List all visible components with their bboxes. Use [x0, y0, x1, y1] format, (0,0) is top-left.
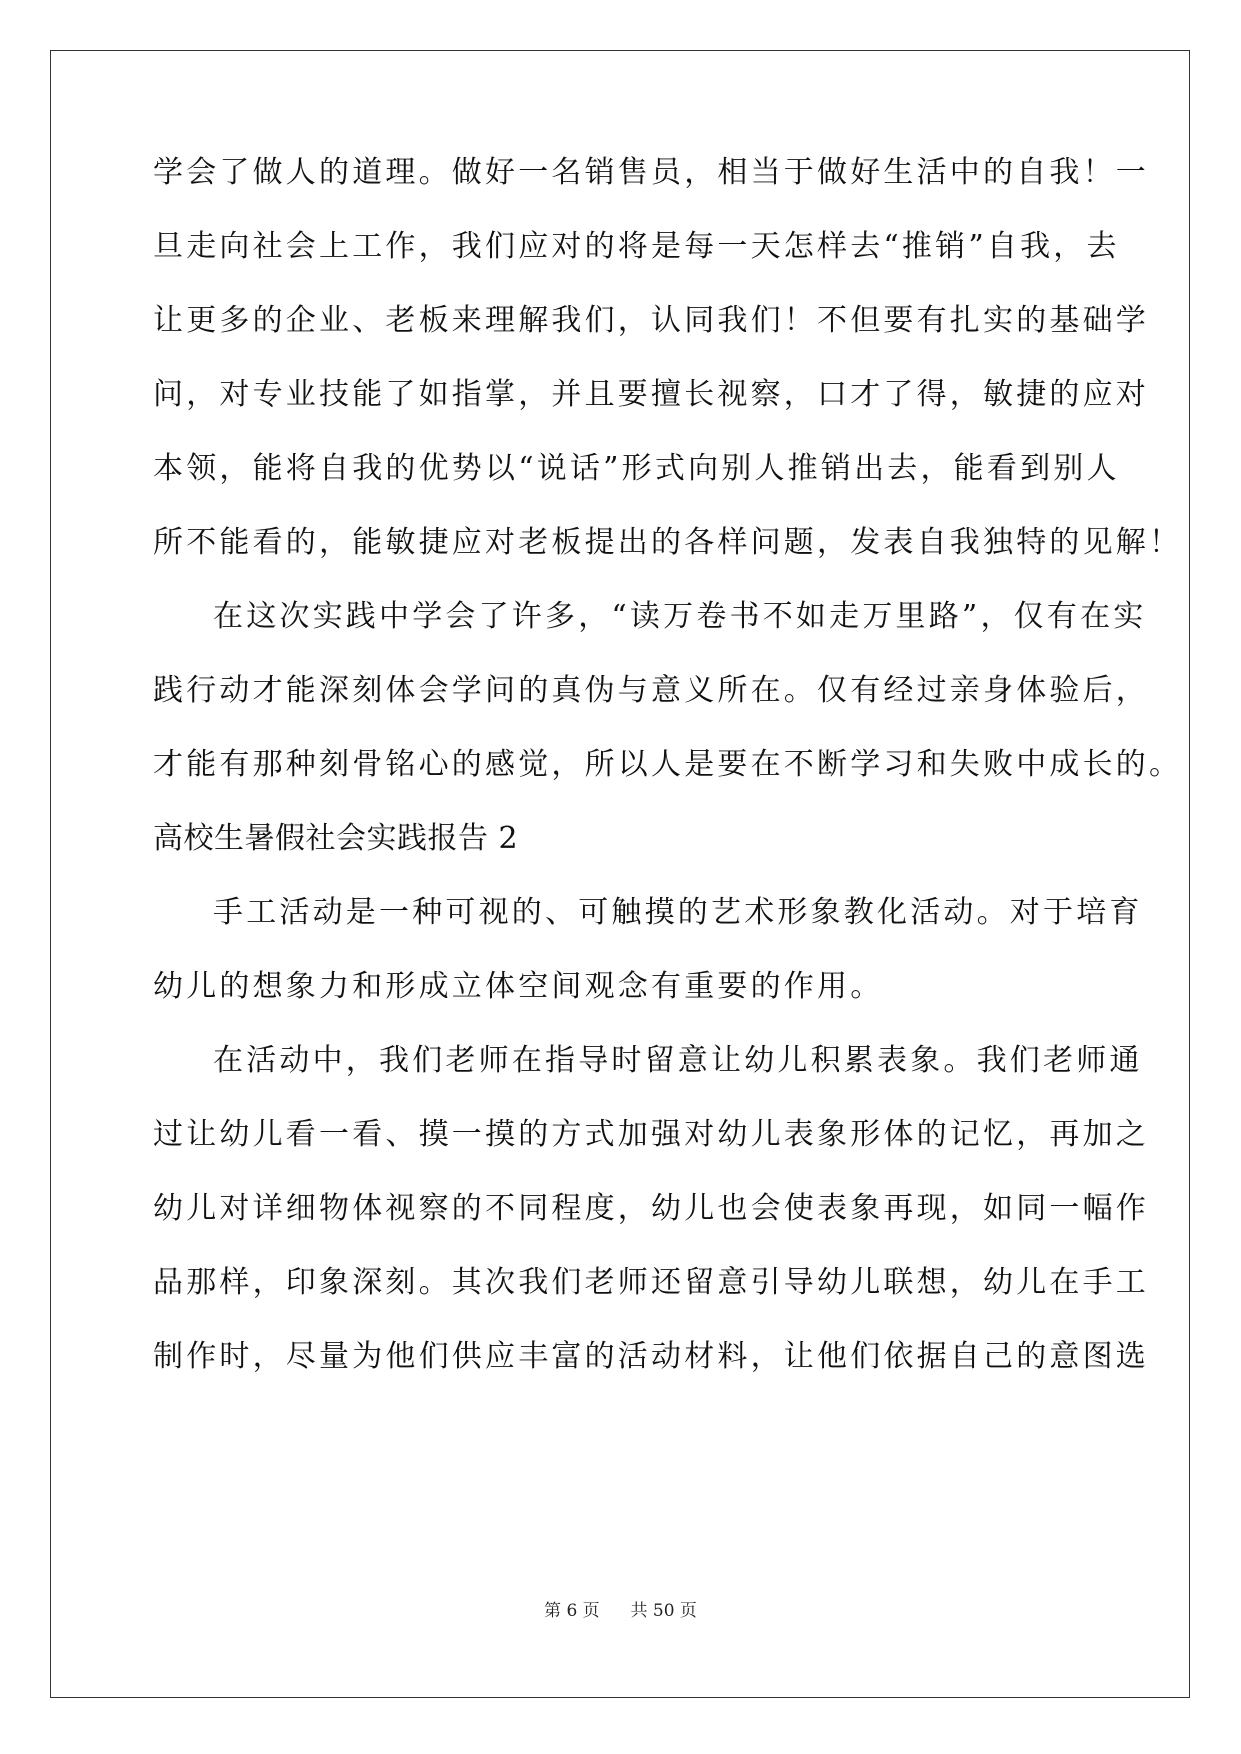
- page-frame: [50, 50, 1190, 1698]
- text-line: 才能有那种刻骨铭心的感觉，所以人是要在不断学习和失败中成长的。: [153, 747, 1183, 782]
- text-line: 让更多的企业、老板来理解我们，认同我们！不但要有扎实的基础学: [153, 303, 1149, 338]
- page-number: 第 6 页: [544, 1601, 600, 1621]
- text-line: 幼儿对详细物体视察的不同程度，幼儿也会使表象再现，如同一幅作: [153, 1191, 1149, 1226]
- text-line: 本领，能将自我的优势以“说话”形式向别人推销出去，能看到别人: [153, 451, 1120, 486]
- text-line: 过让幼儿看一看、摸一摸的方式加强对幼儿表象形体的记忆，再加之: [153, 1117, 1149, 1152]
- page-total: 共 50 页: [630, 1601, 697, 1621]
- text-line: 践行动才能深刻体会学问的真伪与意义所在。仅有经过亲身体验后，: [153, 673, 1149, 708]
- text-line: 制作时，尽量为他们供应丰富的活动材料，让他们依据自己的意图选: [153, 1339, 1149, 1374]
- paragraph-first-line: 在活动中，我们老师在指导时留意让幼儿积累表象。我们老师通: [213, 1043, 1143, 1078]
- text-line: 所不能看的，能敏捷应对老板提出的各样问题，发表自我独特的见解！: [153, 525, 1183, 560]
- text-line: 品那样，印象深刻。其次我们老师还留意引导幼儿联想，幼儿在手工: [153, 1265, 1149, 1300]
- text-line: 学会了做人的道理。做好一名销售员，相当于做好生活中的自我！一: [153, 155, 1149, 190]
- paragraph-first-line: 手工活动是一种可视的、可触摸的艺术形象教化活动。对于培育: [213, 895, 1143, 930]
- text-line: 旦走向社会上工作，我们应对的将是每一天怎样去“推销”自我，去: [153, 229, 1120, 264]
- text-line: 问，对专业技能了如指掌，并且要擅长视察，口才了得，敏捷的应对: [153, 377, 1149, 412]
- paragraph-first-line: 在这次实践中学会了许多，“读万卷书不如走万里路”，仅有在实: [213, 599, 1147, 634]
- page-footer: [0, 1599, 1241, 1623]
- section-heading: 高校生暑假社会实践报告 2: [153, 821, 519, 856]
- text-line: 幼儿的想象力和形成立体空间观念有重要的作用。: [153, 969, 884, 1004]
